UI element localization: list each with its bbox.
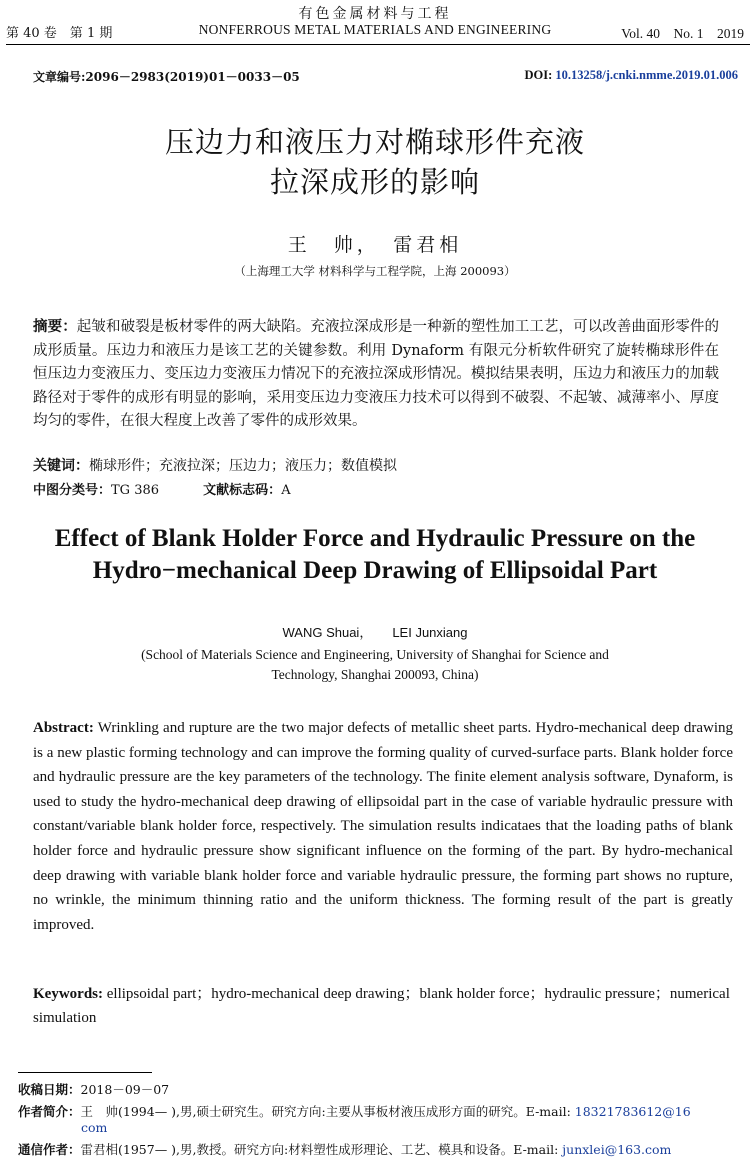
- doc-code-value: A: [281, 483, 291, 498]
- en-title: [0, 523, 750, 587]
- cn-affiliation: （上海理工大学 材料科学与工程学院，上海 200093）: [234, 264, 516, 278]
- article-number: 文章编号:2096－2983(2019)01－0033－05: [33, 70, 300, 84]
- cn-keywords-text: 椭球形件；充液拉深；压边力；液压力；数值模拟: [89, 458, 397, 474]
- en-affiliation: [0, 645, 750, 685]
- cn-title: [0, 122, 750, 202]
- en-keywords: [33, 982, 733, 1030]
- corresponding-author: [18, 1140, 671, 1158]
- doc-code-label: 文献标志码：: [203, 483, 282, 498]
- en-authors: [0, 622, 750, 641]
- doi-label: DOI:: [524, 68, 556, 82]
- volume-issue-en: Vol. 40 No. 1 2019: [621, 26, 744, 41]
- author-bio-label: 作者简介：: [18, 1104, 81, 1119]
- cn-abstract: [33, 316, 719, 434]
- corresp-email[interactable]: junxlei@163.com: [562, 1142, 672, 1157]
- cn-authors: 王 帅， 雷君相: [287, 234, 463, 256]
- author-bio-text: 王 帅(1994— ),男,硕士研究生。研究方向:主要从事板材液压成形方面的研究。E-mail:: [80, 1104, 575, 1119]
- received-label: 收稿日期：: [18, 1082, 81, 1097]
- class-value: TG 386: [111, 483, 160, 498]
- classification-line: [33, 479, 291, 498]
- class-label: 中图分类号：: [33, 483, 112, 498]
- en-author-2: LEI Junxiang: [392, 625, 468, 640]
- en-keywords-text: ellipsoidal part；hydro-mechanical deep drawing；blank holder force；hydraulic pressure；numerical simulation: [33, 986, 730, 1026]
- received-value: 2018－09－07: [80, 1082, 170, 1097]
- en-affil-line-1: (School of Materials Science and Engineering, University of Shanghai for Science and: [141, 647, 609, 662]
- en-author-1: WANG Shuai，: [282, 625, 373, 640]
- en-abstract-label: Abstract:: [33, 720, 94, 736]
- cn-title-line-1: 压边力和液压力对椭球形件充液: [164, 125, 585, 159]
- cn-abstract-text: 起皱和破裂是板材零件的两大缺陷。充液拉深成形是一种新的塑性加工工艺，可以改善曲面形零件的成形质量。压边力和液压力是该工艺的关键参数。利用 Dynaform 有限元分析软件研究了旋转椭球形件在恒压边力变液压力、变压边力变液压力情况下的充液拉深成形情况。模拟结果表明，压边力和液压力的加载路径对于零件的成形有明显的影响，采用变压边力变液压力技术可以得到不破裂、不起皱、减薄率小、厚度均匀的零件，在很大程度上改善了零件的成形效果。: [33, 319, 719, 429]
- footnote-rule: [18, 1072, 152, 1073]
- en-title-line-2: Hydro−mechanical Deep Drawing of Ellipsoidal Part: [92, 557, 658, 584]
- journal-title-en: NONFERROUS METAL MATERIALS AND ENGINEERING: [198, 22, 552, 37]
- en-title-line-1: Effect of Blank Holder Force and Hydraulic Pressure on the: [54, 525, 696, 552]
- en-abstract: [33, 716, 733, 937]
- doi: [524, 68, 738, 83]
- cn-title-line-2: 拉深成形的影响: [269, 165, 480, 199]
- header-rule: [6, 44, 750, 45]
- received-date: [18, 1080, 169, 1098]
- author-bio: [18, 1102, 691, 1120]
- author-bio-email-cont[interactable]: com: [81, 1120, 108, 1135]
- cn-keywords-label: 关键词：: [33, 458, 89, 474]
- corresp-label: 通信作者：: [18, 1142, 81, 1157]
- journal-title-cn: 有色金属材料与工程: [298, 6, 452, 22]
- en-affil-line-2: Technology, Shanghai 200093, China): [271, 667, 479, 682]
- cn-abstract-label: 摘要：: [33, 319, 77, 335]
- volume-issue-cn: 第 40 卷 第 1 期: [6, 26, 113, 41]
- en-keywords-label: Keywords:: [33, 986, 103, 1002]
- doi-link[interactable]: 10.13258/j.cnki.nmme.2019.01.006: [555, 68, 738, 82]
- cn-keywords: [33, 455, 397, 475]
- en-abstract-text: Wrinkling and rupture are the two major defects of metallic sheet parts. Hydro-mechanical deep drawing is a new plastic forming technology and can improve the forming quality of curved-surface parts. Blank holder force and hydraulic pressure are the key parameters of the technology. The finite element analysis software, Dynaform, is used to study the hydro-mechanical deep drawing of ellipsoidal part in the case of variable hydraulic pressure with constant/variable blank holder force, respectively. The simulation results indicataes that the loading paths of blank holder force and hydraulic pressure show significant influence on the forming of the part. By hydro-mechanical deep drawing with variable blank holder force and variable hydraulic pressure, the forming part shows no rupture, no wrinkle, the minimum thinning ratio and the uniform thickness. The forming result of the part is greatly improved.: [33, 720, 733, 933]
- corresp-text: 雷君相(1957— ),男,教授。研究方向:材料塑性成形理论、工艺、模具和设备。E-mail:: [80, 1142, 563, 1157]
- author-bio-email[interactable]: 18321783612@16: [574, 1104, 691, 1119]
